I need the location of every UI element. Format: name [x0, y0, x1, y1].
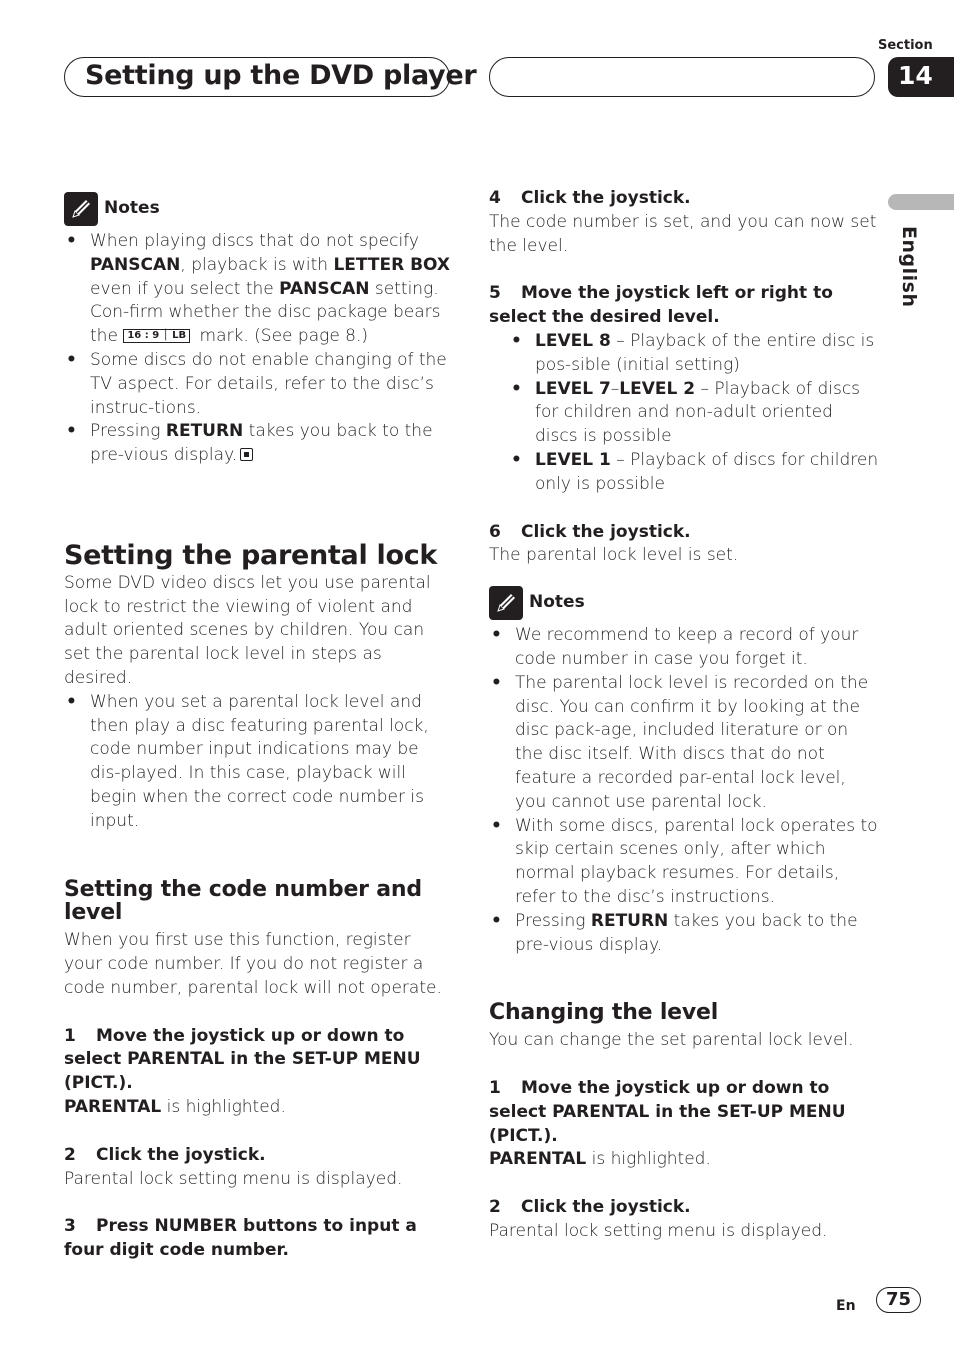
notes-heading	[64, 192, 454, 226]
subheading-code-number: Setting the code number and level	[64, 876, 422, 926]
list-item: • Some discs do not enable changing of the TV aspect. For details, refer to the disc’s instruc-tions.	[64, 349, 454, 420]
language-label: English	[898, 226, 920, 308]
right-column	[489, 187, 879, 1244]
step-2: 2 Click the joystick. Parental lock setting menu is displayed.	[64, 1144, 403, 1189]
step-5: 5 Move the joystick left or right to select the desired level. • LEVEL 8 – Playback of the entire disc is pos-sible (initial setting) • LEVEL 7–LEVEL 2 – Playback of discs for children and non-adult oriented discs is possible • LEVEL 1 – Playback of discs for children only is possible	[489, 282, 879, 496]
intro-list	[64, 691, 454, 834]
change-step-2: 2 Click the joystick. Parental lock setting menu is displayed.	[489, 1197, 828, 1241]
list-item: • We recommend to keep a record of your code number in case you forget it.	[489, 624, 879, 672]
list-item: • Pressing RETURN takes you back to the pre-vious display.	[489, 910, 879, 958]
notes-heading	[489, 586, 879, 620]
list-item: • LEVEL 8 – Playback of the entire disc is pos-sible (initial setting)	[509, 330, 879, 378]
level-list	[489, 330, 879, 497]
list-item: • With some discs, parental lock operates to skip certain scenes only, after which normal playback resumes. For details, refer to the disc’s instructions.	[489, 815, 879, 910]
page-number: 75	[876, 1287, 921, 1313]
list-item: • When you set a parental lock level and then play a disc featuring parental lock, code number input indications may be dis-played. In this case, playback will begin when the correct code number is input.	[64, 691, 454, 834]
code-number-text: When you first use this function, register your code number. If you do not register a code number, parental lock will not operate.	[64, 930, 442, 998]
step-3: 3 Press NUMBER buttons to input a four digit code number.	[64, 1216, 417, 1261]
pencil-icon	[64, 192, 98, 226]
notes-label: Notes	[529, 592, 585, 613]
list-item: • LEVEL 7–LEVEL 2 – Playback of discs for children and non-adult oriented discs is possible	[509, 378, 879, 449]
section-number-badge: 14	[888, 57, 954, 97]
intro-text: Some DVD video discs let you use parental lock to restrict the viewing of violent and adult oriented scenes by children. You can set the parental lock level in steps as desired.	[64, 572, 431, 688]
notes-list	[64, 230, 454, 468]
pencil-icon	[489, 586, 523, 620]
changing-level-text: You can change the set parental lock level.	[489, 1030, 854, 1051]
list-item: • When playing discs that do not specify PANSCAN, playback is with LETTER BOX even if you select the PANSCAN setting. Con-firm whether the disc package bears the 16 : 9 │ LB mark. (See page 8.)	[64, 230, 454, 349]
change-step-1: 1 Move the joystick up or down to select PARENTAL in the SET-UP MENU (PICT.). PARENTAL is highlighted.	[489, 1077, 846, 1170]
header-right-box	[489, 57, 875, 97]
list-item: • Pressing RETURN takes you back to the pre-vious display.	[64, 420, 454, 468]
list-item: • LEVEL 1 – Playback of discs for children only is possible	[509, 449, 879, 497]
notes-label: Notes	[104, 198, 160, 219]
subheading-changing-level: Changing the level	[489, 1000, 719, 1026]
left-column	[64, 192, 454, 1263]
notes-list	[489, 624, 879, 957]
stop-icon	[240, 448, 253, 461]
header-title-box	[64, 57, 477, 97]
footer-language: En	[836, 1298, 856, 1314]
step-6: 6 Click the joystick. The parental lock level is set.	[489, 521, 739, 566]
page-title: Setting the parental lock	[64, 539, 438, 571]
aspect-ratio-mark: 16 : 9 │ LB	[123, 329, 190, 343]
section-label: Section	[878, 38, 933, 53]
language-tab	[888, 194, 954, 210]
list-item: • The parental lock level is recorded on the disc. You can confirm it by looking at the disc pack-age, included literature or on the disc itself. With discs that do not feature a recorded par-ental lock level, you cannot use parental lock.	[489, 672, 879, 815]
page-header-title: Setting up the DVD player	[85, 60, 477, 91]
step-4: 4 Click the joystick. The code number is set, and you can now set the level.	[489, 188, 877, 256]
step-1: 1 Move the joystick up or down to select PARENTAL in the SET-UP MENU (PICT.). PARENTAL is highlighted.	[64, 1025, 421, 1117]
